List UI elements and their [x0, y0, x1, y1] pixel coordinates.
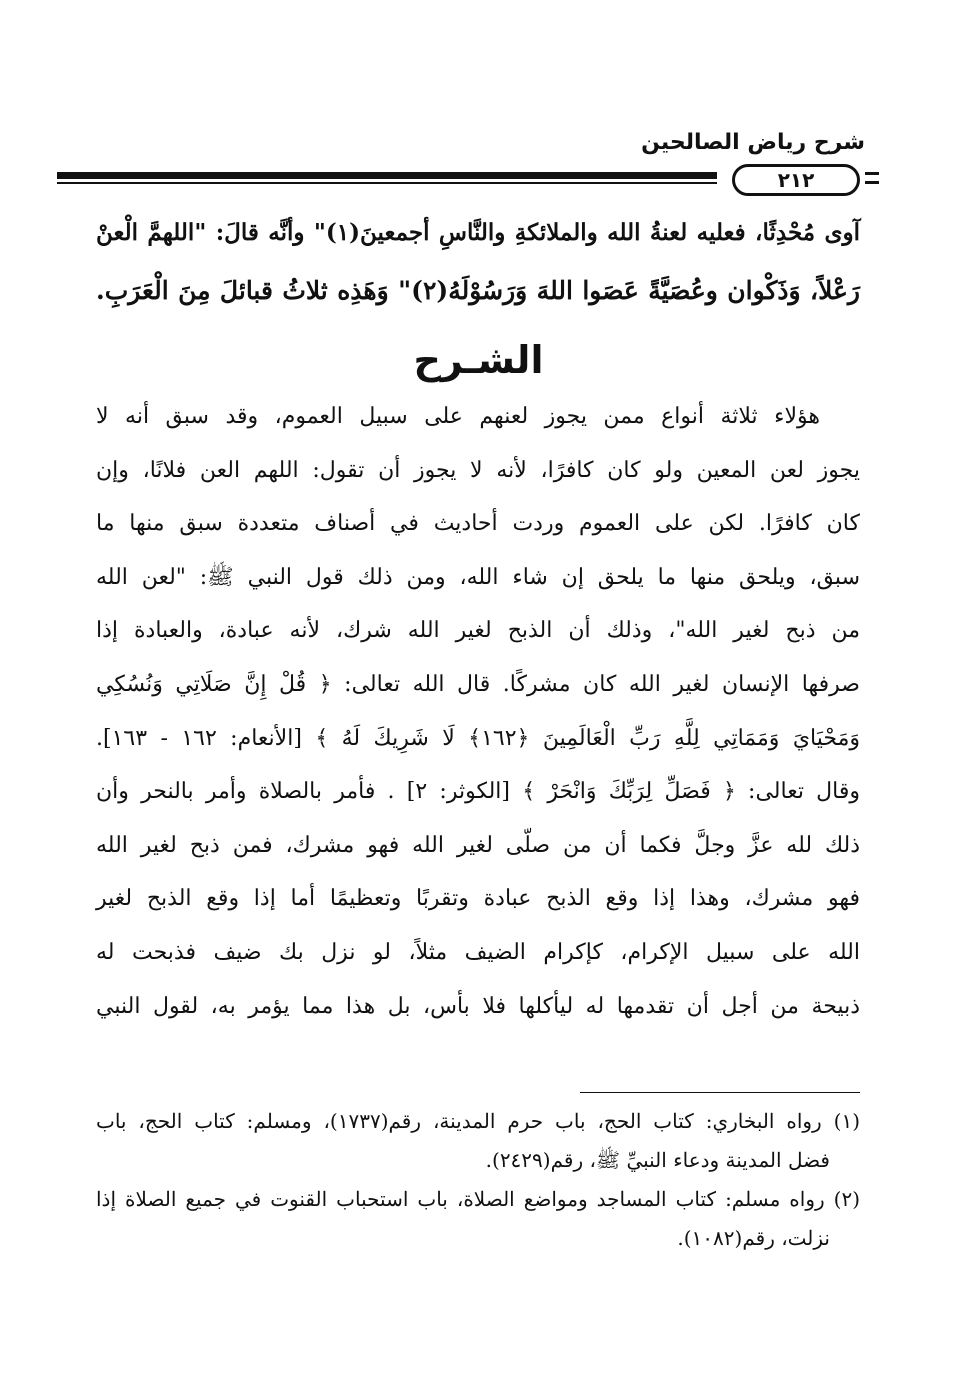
commentary-line: وَمَحْيَايَ وَمَمَاتِي لِلَّهِ رَبِّ الْعَالَمِينَ ﴿١٦٢﴾ لَا شَرِيكَ لَهُ ﴾ [الأنعام: ١٦٢ - ١٦٣]. — [96, 725, 861, 751]
page-number: ٢١٢ — [732, 164, 860, 196]
footnote-rule — [580, 1092, 860, 1093]
hadith-text — [96, 204, 860, 320]
page-number-ornament — [865, 172, 879, 184]
footnote-line: نزلت، رقم(١٠٨٢). — [677, 1226, 830, 1250]
commentary-line: هؤلاء ثلاثة أنواع ممن يجوز لعنهم على سبيل العموم، وقد سبق أنه لا — [96, 404, 820, 429]
commentary-line: الله على سبيل الإكرام، كإكرام الضيف مثلاً، لو نزل بك ضيف فذبحت له — [96, 939, 860, 965]
hadith-line: رَعْلاً، وَذَكْوان وعُصَيَّةً عَصَوا اللهَ وَرَسُوْلَهُ(٢)" وَهَذِه ثلاثُ قبائلَ مِنَ الْعَرَبِ. — [96, 276, 860, 305]
commentary-text — [96, 390, 860, 1033]
commentary-line: كان كافرًا. لكن على العموم وردت أحاديث في أصناف متعددة سبق منها ما — [96, 511, 860, 537]
commentary-line: يجوز لعن المعين ولو كان كافرًا، لأنه لا يجوز أن تقول: اللهم العن فلانًا، وإن — [96, 457, 860, 483]
commentary-line: من ذبح لغير الله"، وذلك أن الذبح لغير الله شرك، لأنه عبادة، والعبادة إذا — [96, 618, 861, 644]
commentary-line: فهو مشرك، وهذا إذا وقع الذبح عبادة وتقربًا وتعظيمًا أما إذا وقع الذبح لغير — [96, 886, 860, 912]
commentary-line: ذبيحة من أجل أن تقدمها له ليأكلها فلا بأس، بل هذا مما يؤمر به، لقول النبي — [96, 993, 860, 1019]
commentary-line: ذلك لله عزَّ وجلَّ فكما أن من صلّى لغير الله فهو مشرك، فمن ذبح لغير الله — [96, 832, 860, 858]
running-title: شرح رياض الصالحين — [641, 130, 865, 155]
commentary-line: وقال تعالى: ﴿ فَصَلِّ لِرَبِّكَ وَانْحَرْ ﴾ [الكوثر: ٢] . فأمر بالصلاة وأمر بالنحر وأن — [96, 779, 860, 805]
footnote-line: (٢) رواه مسلم: كتاب المساجد ومواضع الصلاة، باب استحباب القنوت في جميع الصلاة إذا — [96, 1187, 860, 1211]
footnote-line: (١) رواه البخاري: كتاب الحج، باب حرم المدينة، رقم(١٧٣٧)، ومسلم: كتاب الحج، باب — [96, 1109, 860, 1133]
section-heading: الشـرح — [413, 338, 544, 382]
footnote-line: فضل المدينة ودعاء النبيِّ ﷺ، رقم(٢٤٢٩). — [485, 1148, 830, 1172]
commentary-line: صرفها الإنسان لغير الله كان مشركًا. قال الله تعالى: ﴿ قُلْ إِنَّ صَلَاتِي وَنُسُكِي — [96, 671, 860, 697]
header-rule-thick — [57, 172, 717, 179]
header-rule-thin — [57, 182, 717, 184]
footnotes — [96, 1102, 860, 1258]
commentary-line: سبق، ويلحق منها ما يلحق إن شاء الله، ومن ذلك قول النبي ﷺ: "لعن الله — [96, 564, 860, 590]
hadith-line: آوى مُحْدِثًا، فعليه لعنةُ الله والملائكةِ والنَّاسِ أجمعينَ(١)" وأنَّه قالَ: "اللهمَّ الْعنْ — [96, 219, 861, 246]
